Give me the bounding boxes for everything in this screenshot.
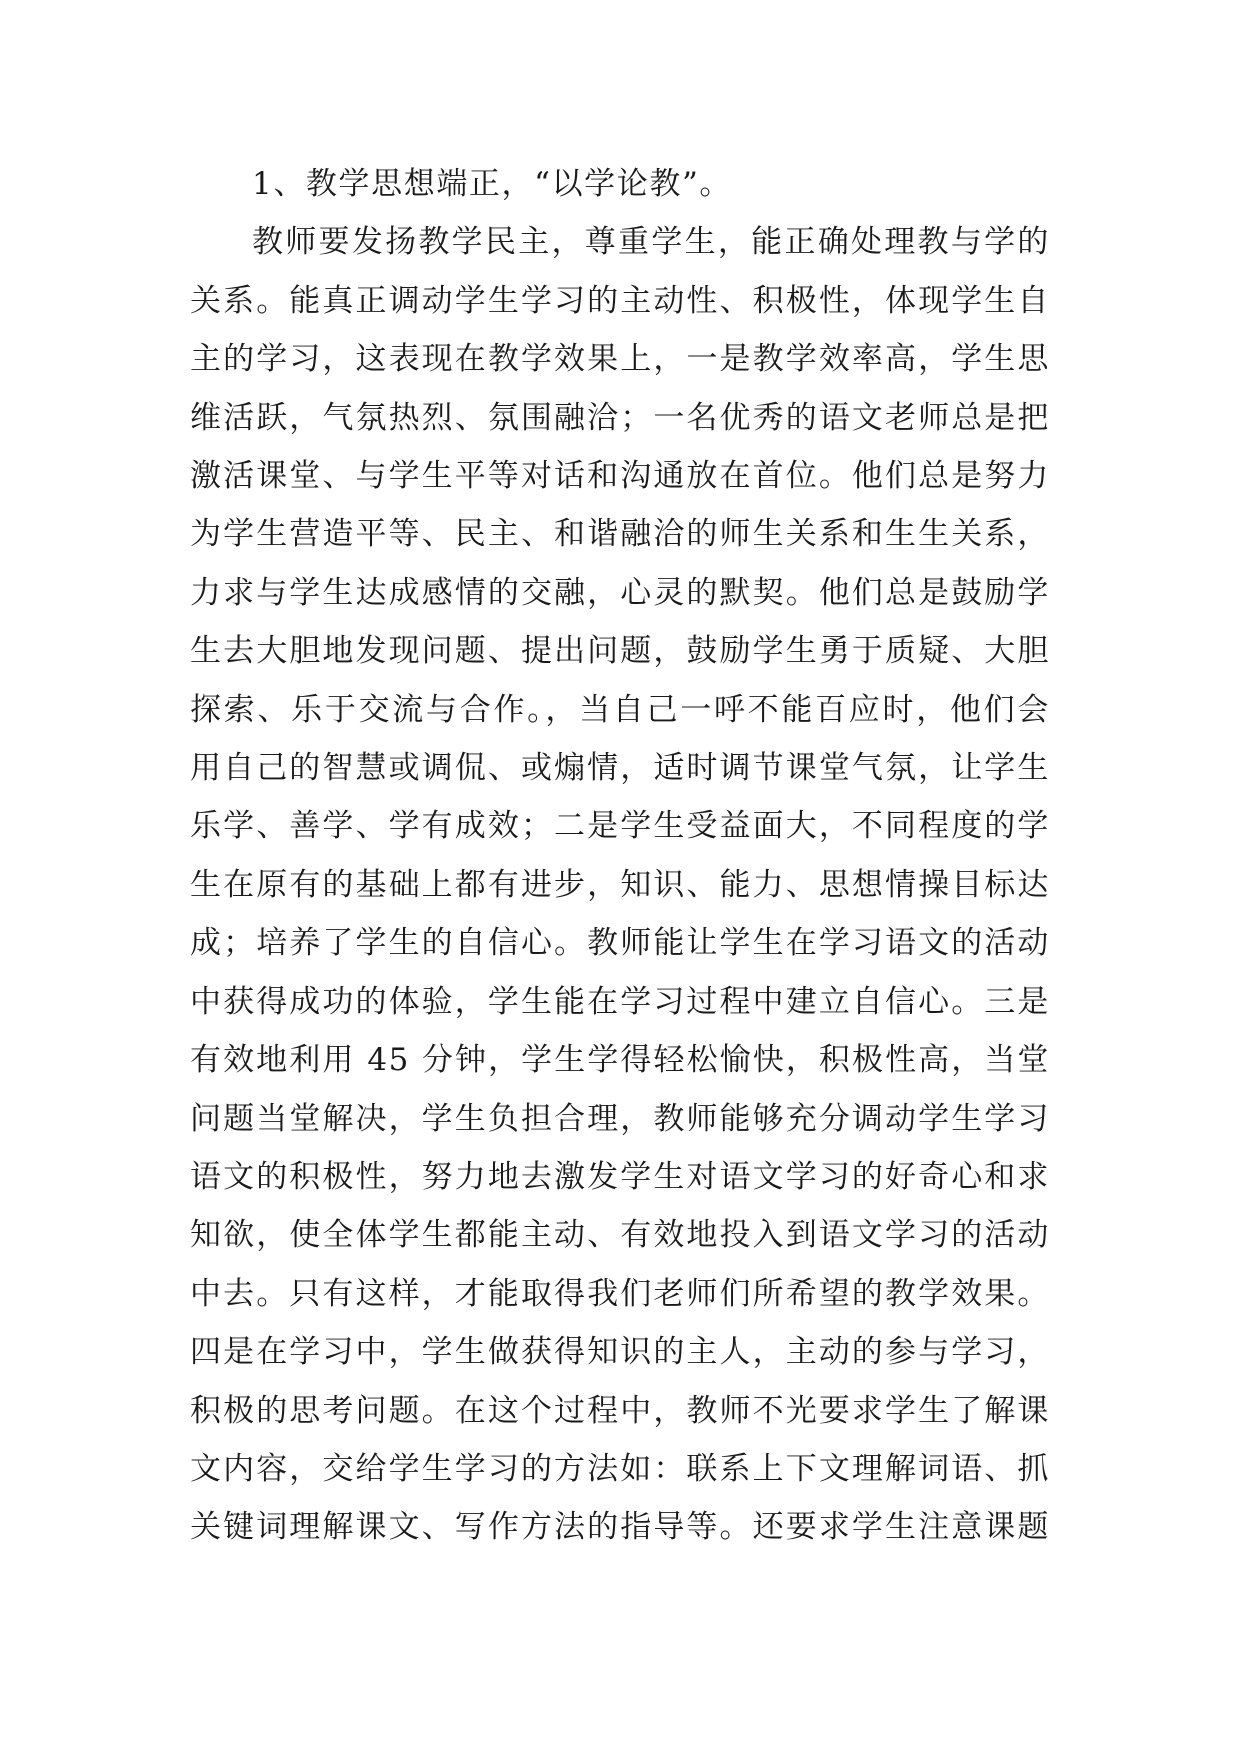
paragraph-line: 生在原有的基础上都有进步，知识、能力、思想情操目标达 bbox=[190, 866, 1050, 903]
paragraph-line: 教师要发扬教学民主，尊重学生，能正确处理教与学的 bbox=[252, 224, 1050, 261]
paragraph-line: 关系。能真正调动学生学习的主动性、积极性，体现学生自 bbox=[190, 282, 1050, 319]
paragraph-line: 成；培养了学生的自信心。教师能让学生在学习语文的活动 bbox=[190, 925, 1050, 962]
paragraph-line: 激活课堂、与学生平等对话和沟通放在首位。他们总是努力 bbox=[190, 458, 1050, 495]
paragraph-line: 中获得成功的体验，学生能在学习过程中建立自信心。三是 bbox=[190, 983, 1050, 1020]
document-body bbox=[190, 155, 1050, 1557]
paragraph-line: 生去大胆地发现问题、提出问题，鼓励学生勇于质疑、大胆 bbox=[190, 633, 1050, 670]
paragraph-line: 探索、乐于交流与合作。，当自己一呼不能百应时，他们会 bbox=[190, 691, 1050, 728]
paragraph-line: 有效地利用 45 分钟，学生学得轻松愉快，积极性高，当堂 bbox=[190, 1042, 1050, 1079]
paragraph-line: 语文的积极性，努力地去激发学生对语文学习的好奇心和求 bbox=[190, 1158, 1050, 1195]
paragraph-line: 四是在学习中，学生做获得知识的主人，主动的参与学习， bbox=[190, 1334, 1050, 1371]
paragraph-line: 关键词理解课文、写作方法的指导等。还要求学生注意课题 bbox=[190, 1509, 1050, 1546]
paragraph-line: 为学生营造平等、民主、和谐融洽的师生关系和生生关系， bbox=[190, 516, 1050, 553]
paragraph-line: 维活跃，气氛热烈、氛围融洽；一名优秀的语文老师总是把 bbox=[190, 399, 1050, 436]
paragraph-line: 主的学习，这表现在教学效果上，一是教学效率高，学生思 bbox=[190, 341, 1050, 378]
paragraph-line: 文内容，交给学生学习的方法如：联系上下文理解词语、抓 bbox=[190, 1450, 1050, 1487]
paragraph-line: 问题当堂解决，学生负担合理，教师能够充分调动学生学习 bbox=[190, 1100, 1050, 1137]
paragraph-line: 中去。只有这样，才能取得我们老师们所希望的教学效果。 bbox=[190, 1275, 1050, 1312]
paragraph-line: 用自己的智慧或调侃、或煽情，适时调节课堂气氛，让学生 bbox=[190, 750, 1050, 787]
paragraph-line: 乐学、善学、学有成效；二是学生受益面大，不同程度的学 bbox=[190, 808, 1050, 845]
body-paragraph bbox=[190, 213, 1050, 1556]
section-heading: 1、教学思想端正，“以学论教”。 bbox=[252, 166, 733, 202]
paragraph-line: 力求与学生达成感情的交融，心灵的默契。他们总是鼓励学 bbox=[190, 574, 1050, 611]
paragraph-line: 积极的思考问题。在这个过程中，教师不光要求学生了解课 bbox=[190, 1392, 1050, 1429]
paragraph-line: 知欲，使全体学生都能主动、有效地投入到语文学习的活动 bbox=[190, 1217, 1050, 1254]
